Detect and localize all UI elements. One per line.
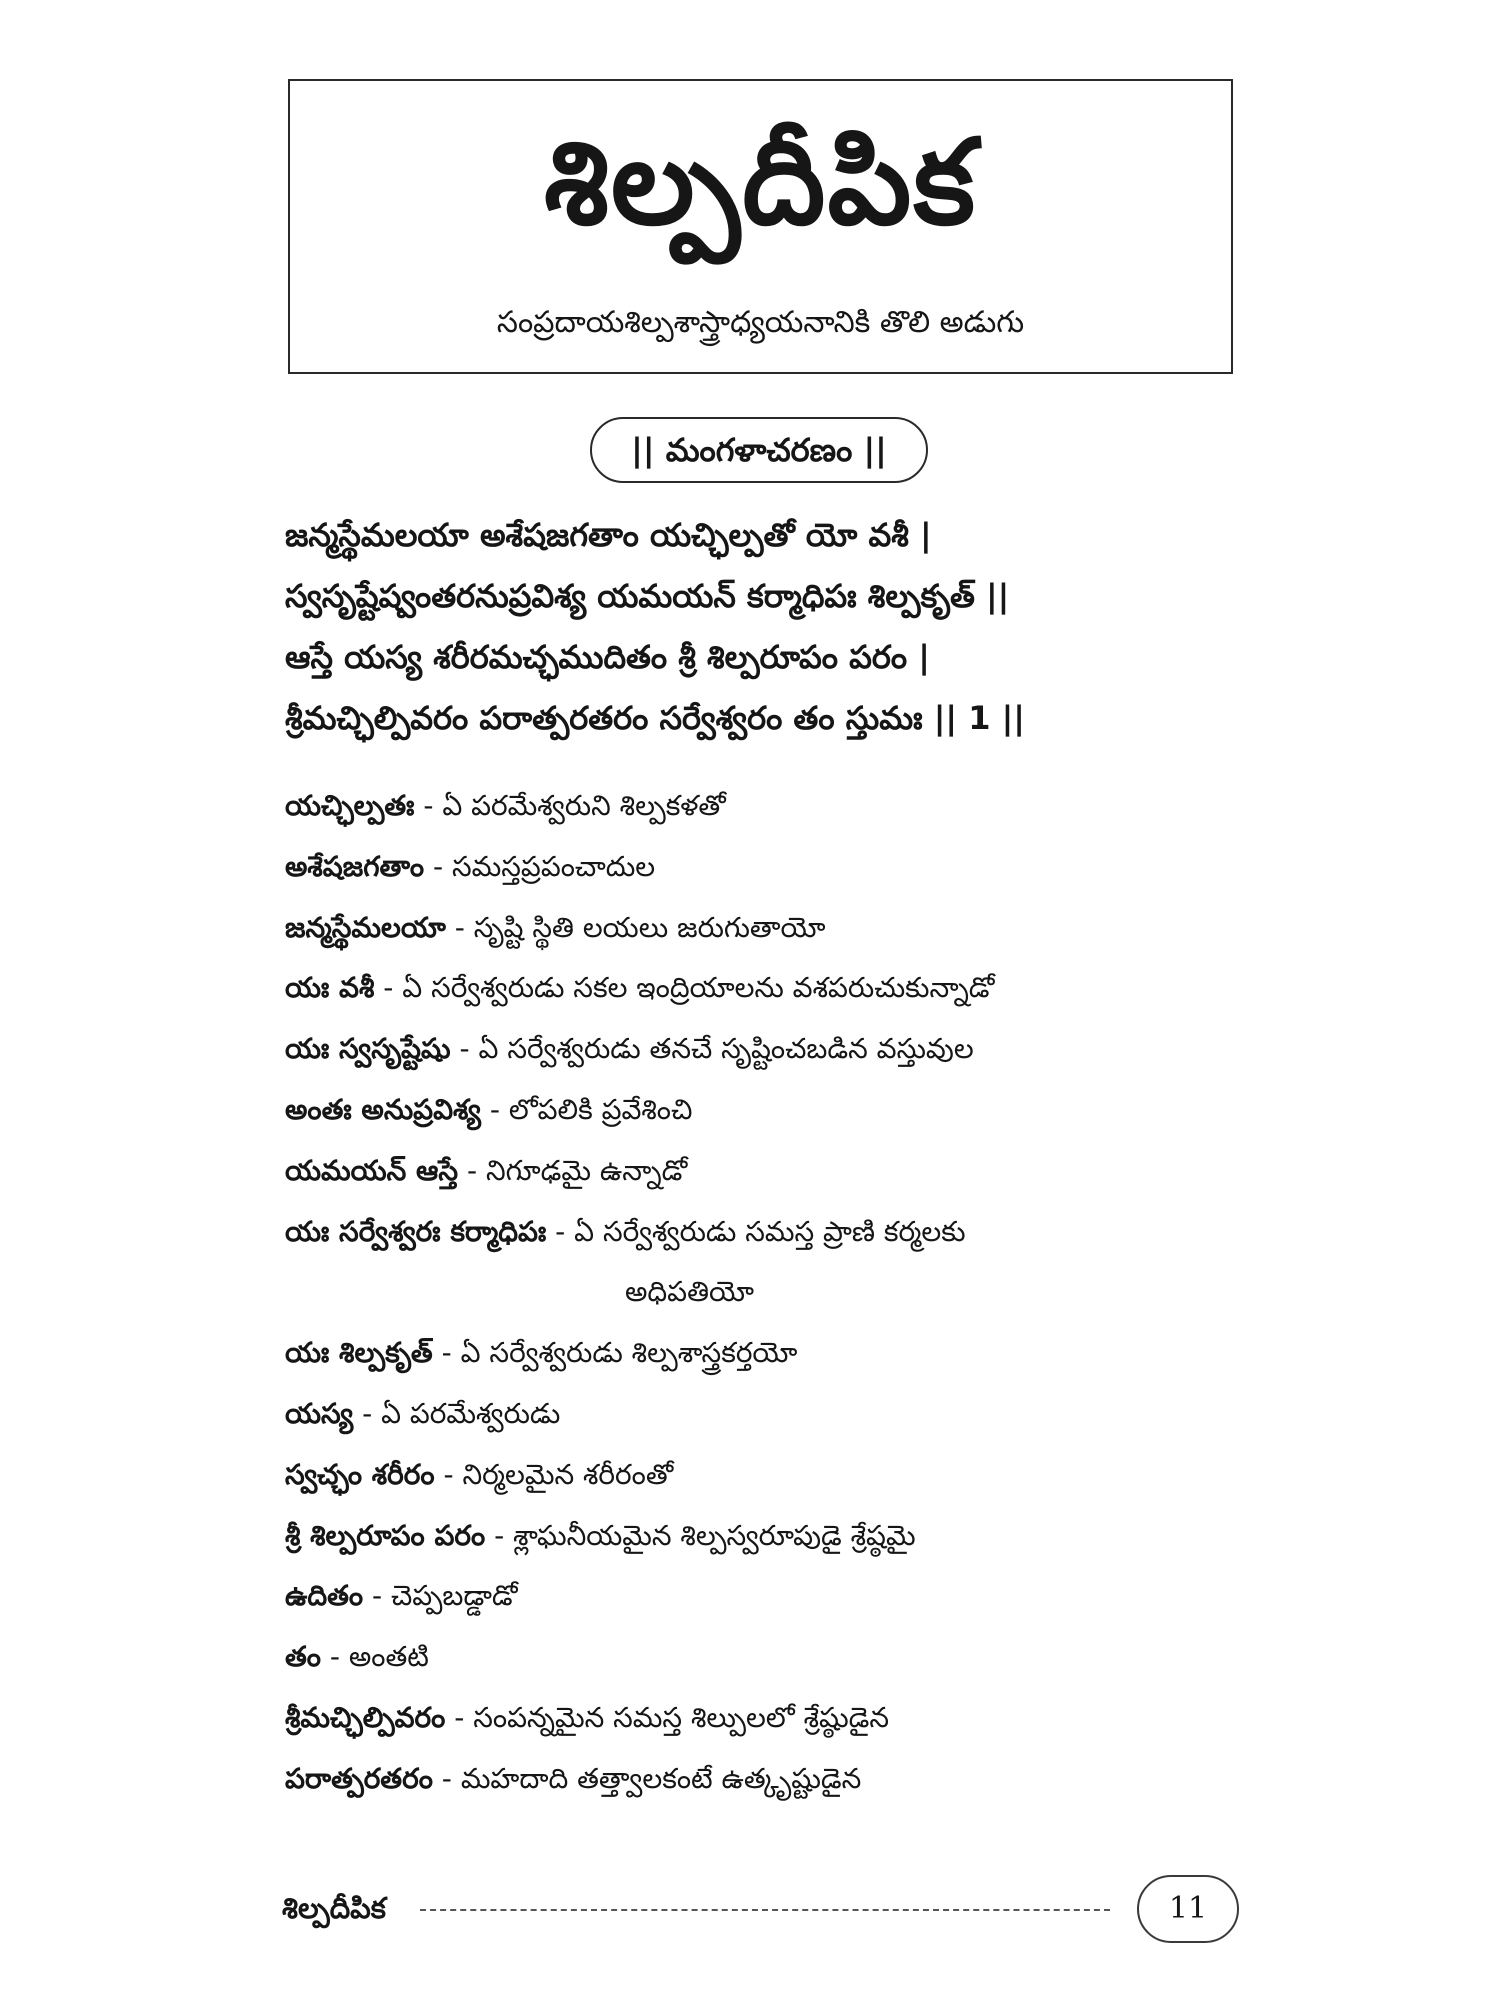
glossary-entry: యః శిల్పకృత్ - ఏ సర్వేశ్వరుడు శిల్పశాస్త్రకర్తయో [285,1336,798,1370]
glossary-entry: అంతః అనుప్రవిశ్య - లోపలికి ప్రవేశించి [285,1092,693,1126]
glossary-meaning: చెప్పబడ్డాడో [391,1579,518,1613]
book-title: శిల్పదీపిక [544,113,977,251]
glossary-entry: యస్య - ఏ పరమేశ్వరుడు [285,1396,561,1430]
glossary-continuation: అధిపతియో [625,1275,754,1309]
book-subtitle: సంప్రదాయశిల్పశాస్త్రాధ్యయనానికి తొలి అడుగు [496,305,1025,340]
verse-line: ఆస్తే యస్య శరీరమచ్ఛముదితం శ్రీ శిల్పరూపం పరం | [285,638,930,676]
glossary-entry: యమయన్ ఆస్తే - నిగూఢమై ఉన్నాడో [285,1153,688,1187]
verse-line: జన్మస్థేమలయా అశేషజగతాం యచ్ఛిల్పతో యో వశీ | [285,516,932,554]
glossary-meaning: ఏ పరమేశ్వరుని శిల్పకళతో [442,789,726,822]
glossary-entry: యచ్ఛిల్పతః - ఏ పరమేశ్వరుని శిల్పకళతో [285,789,726,822]
glossary-term: యమయన్ ఆస్తే [285,1153,459,1187]
glossary-entry: యః వశీ - ఏ సర్వేశ్వరుడు సకల ఇంద్రియాలను వశపరుచుకున్నాడో [285,971,995,1005]
title-box [288,79,1233,374]
glossary-meaning: ఏ సర్వేశ్వరుడు సమస్త ప్రాణి కర్మలకు [574,1214,966,1248]
glossary-term: అశేషజగతాం [285,849,425,883]
glossary-meaning: నిర్మలమైన శరీరంతో [462,1457,674,1491]
glossary-meaning: నిగూఢమై ఉన్నాడో [485,1153,688,1187]
glossary-entry: ఉదితం - చెప్పబడ్డాడో [285,1579,518,1613]
glossary-term: జన్మస్థేమలయా [285,910,446,944]
glossary-meaning: ఏ సర్వేశ్వరుడు సకల ఇంద్రియాలను వశపరుచుకున్నాడో [402,971,995,1005]
verse-line: శ్రీమచ్ఛిల్పివరం పరాత్పరతరం సర్వేశ్వరం తం స్తుమః || 1 || [285,699,1025,737]
glossary-meaning: అంతటి [348,1640,429,1674]
glossary-entry: శ్రీమచ్ఛిల్పివరం - సంపన్నమైన సమస్త శిల్పులలో శ్రేష్ఠుడైన [285,1700,890,1734]
glossary-entry: పరాత్పరతరం - మహదాది తత్త్వాలకంటే ఉత్కృష్టుడైన [285,1761,862,1795]
footer-dashed-divider [420,1909,1110,1911]
glossary-meaning: సమస్తప్రపంచాదుల [451,849,656,883]
glossary-entry: అశేషజగతాం - సమస్తప్రపంచాదుల [285,849,656,883]
glossary-entry: యః సర్వేశ్వరః కర్మాధిపః - ఏ సర్వేశ్వరుడు సమస్త ప్రాణి కర్మలకు [285,1214,966,1248]
glossary-meaning: మహదాది తత్త్వాలకంటే ఉత్కృష్టుడైన [460,1761,862,1795]
glossary-term: శ్రీ శిల్పరూపం పరం [285,1518,486,1552]
glossary-meaning: ఏ సర్వేశ్వరుడు శిల్పశాస్త్రకర్తయో [460,1336,798,1370]
verse-line: స్వసృష్టేష్వంతరనుప్రవిశ్య యమయన్ కర్మాధిపః శిల్పకృత్ || [285,577,1010,615]
glossary-entry: యః స్వసృష్టేషు - ఏ సర్వేశ్వరుడు తనచే సృష్టించబడిన వస్తువుల [285,1032,974,1066]
glossary-entry: స్వచ్ఛం శరీరం - నిర్మలమైన శరీరంతో [285,1457,674,1491]
glossary-term: యః వశీ [285,971,375,1005]
glossary-entry: తం - అంతటి [285,1640,429,1674]
glossary-meaning: ఏ పరమేశ్వరుడు [381,1396,561,1430]
glossary-term: శ్రీమచ్ఛిల్పివరం [285,1700,446,1734]
glossary-term: స్వచ్ఛం శరీరం [285,1457,435,1491]
glossary-meaning: సంపన్నమైన సమస్త శిల్పులలో శ్రేష్ఠుడైన [473,1700,890,1734]
glossary-term: తం [285,1640,321,1674]
glossary-meaning: ఏ సర్వేశ్వరుడు తనచే సృష్టించబడిన వస్తువుల [478,1032,974,1066]
glossary-term: యచ్ఛిల్పతః [285,789,415,822]
glossary [285,776,1245,1810]
glossary-term: యః శిల్పకృత్ [285,1336,433,1370]
page-number: 11 [1137,1875,1239,1943]
glossary-term: యః స్వసృష్టేషు [285,1032,451,1066]
glossary-meaning: సృష్టి స్థితి లయలు జరుగుతాయో [473,910,826,944]
glossary-term: పరాత్పరతరం [285,1761,433,1795]
verse-block [285,505,1245,749]
glossary-meaning: లోపలికి ప్రవేశించి [508,1092,693,1126]
glossary-entry: శ్రీ శిల్పరూపం పరం - శ్లాఘనీయమైన శిల్పస్వరూపుడై శ్రేష్ఠమై [285,1518,916,1552]
glossary-term: యస్య [285,1396,354,1430]
glossary-term: అంతః అనుప్రవిశ్య [285,1092,481,1126]
glossary-meaning: శ్లాఘనీయమైన శిల్పస్వరూపుడై శ్రేష్ఠమై [513,1518,916,1552]
glossary-entry: జన్మస్థేమలయా - సృష్టి స్థితి లయలు జరుగుతాయో [285,910,826,944]
glossary-term: యః సర్వేశ్వరః కర్మాధిపః [285,1214,547,1248]
footer-book-title: శిల్పదీపిక [282,1891,386,1925]
section-heading: || మంగళాచరణం || [590,417,928,483]
glossary-term: ఉదితం [285,1579,364,1613]
